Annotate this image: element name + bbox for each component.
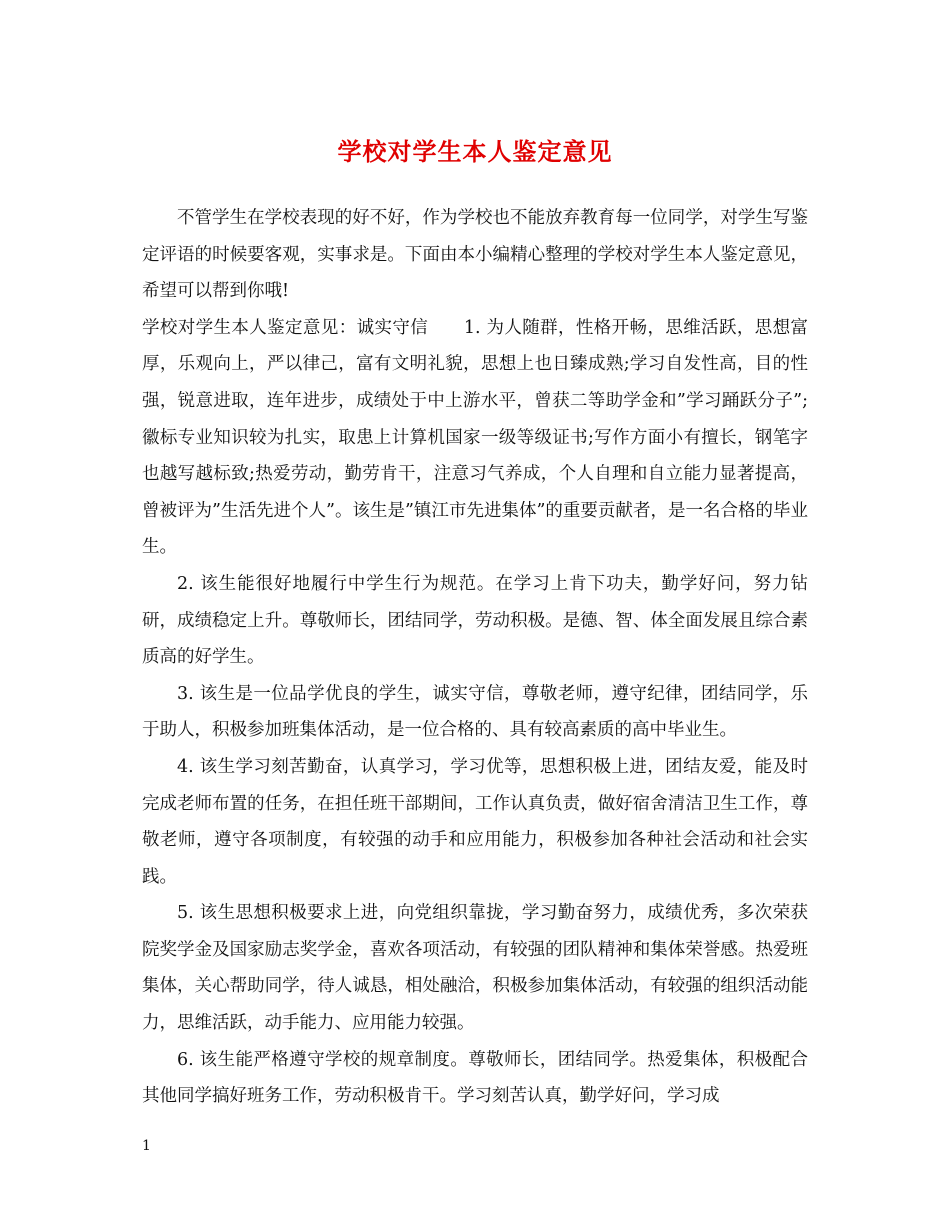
document-body (142, 200, 808, 1115)
document-title: 学校对学生本人鉴定意见 (337, 137, 613, 166)
paragraph-4: 4. 该生学习刻苦勤奋，认真学习，学习优等，思想积极上进，团结友爱，能及时完成老师布置的任务，在担任班干部期间，工作认真负责，做好宿舍清洁卫生工作，尊敬老师，遵守各项制度，有较强的动手和应用能力，积极参加各种社会活动和社会实践。 (142, 756, 808, 887)
page-number: 1 (142, 1138, 151, 1154)
intro-paragraph: 不管学生在学校表现的好不好，作为学校也不能放弃教育每一位同学，对学生写鉴定评语的时候要客观，实事求是。下面由本小编精心整理的学校对学生本人鉴定意见，希望可以帮到你哦! (142, 208, 808, 302)
paragraph-1: 学校对学生本人鉴定意见：诚实守信 1. 为人随群，性格开畅，思维活跃，思想富厚，乐观向上，严以律己，富有文明礼貌，思想上也日臻成熟;学习自发性高，目的性强，锐意进取，连年进步，成绩处于中上游水平，曾获二等助学金和”学习踊跃分子”;徽标专业知识较为扎实，取患上计算机国家一级等级证书;写作方面小有擅长，钢笔字也越写越标致;热爱劳动，勤劳肯干，注意习气养成，个人自理和自立能力显著提高，曾被评为”生活先进个人”。该生是”镇江市先进集体”的重要贡献者，是一名合格的毕业生。 (142, 317, 808, 558)
paragraph-6: 6. 该生能严格遵守学校的规章制度。尊敬师长，团结同学。热爱集体，积极配合其他同学搞好班务工作，劳动积极肯干。学习刻苦认真，勤学好问，学习成 (142, 1049, 808, 1107)
paragraph-5: 5. 该生思想积极要求上进，向党组织靠拢，学习勤奋努力，成绩优秀，多次荣获院奖学金及国家励志奖学金，喜欢各项活动，有较强的团队精神和集体荣誉感。热爱班集体，关心帮助同学，待人诚恳，相处融洽，积极参加集体活动，有较强的组织活动能力，思维活跃，动手能力、应用能力较强。 (142, 903, 808, 1034)
paragraph-3: 3. 该生是一位品学优良的学生，诚实守信，尊敬老师，遵守纪律，团结同学，乐于助人，积极参加班集体活动，是一位合格的、具有较高素质的高中毕业生。 (142, 683, 808, 741)
paragraph-2: 2. 该生能很好地履行中学生行为规范。在学习上肯下功夫，勤学好问，努力钻研，成绩稳定上升。尊敬师长，团结同学，劳动积极。是德、智、体全面发展且综合素质高的好学生。 (142, 573, 808, 668)
